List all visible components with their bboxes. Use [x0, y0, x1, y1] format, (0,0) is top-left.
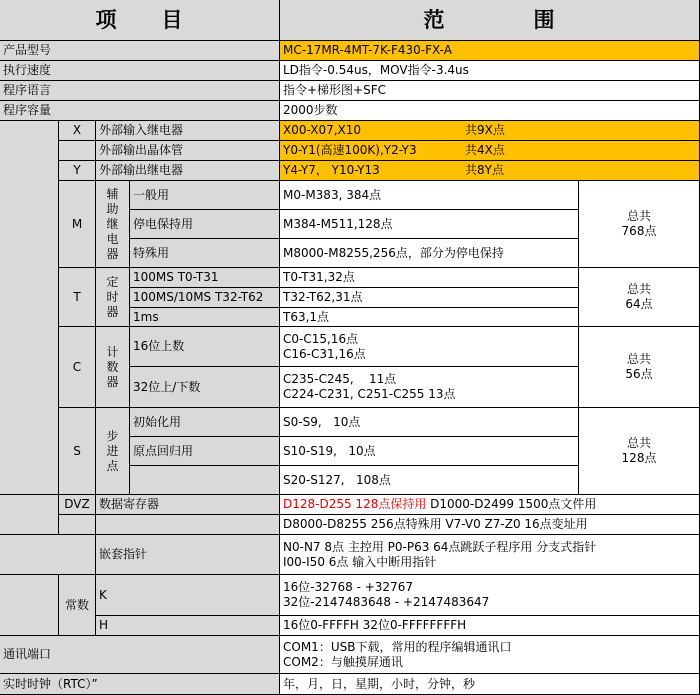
c-total-a: 总共	[626, 352, 651, 366]
cap-label: 程序容量	[0, 101, 280, 121]
header-range: 范 围	[280, 0, 700, 41]
model-value: MC-17MR-4MT-7K-F430-FX-A	[280, 41, 700, 61]
x-total: 共9X点	[465, 123, 505, 137]
lang-label: 程序语言	[0, 81, 280, 101]
x-value-cell	[280, 121, 700, 141]
k-value-b: 32位-2147483648 - +2147483647	[283, 595, 490, 609]
m-total-a: 总共	[626, 209, 651, 223]
yt-value: Y0-Y1(高速100K),Y2-Y3	[283, 143, 417, 157]
c-group	[96, 327, 130, 408]
comm-value-b: COM2：与触摸屏通讯	[283, 654, 403, 669]
k-value	[280, 575, 700, 616]
comm-label: 通讯端口	[0, 636, 280, 674]
lang-value: 指令+梯形图+SFC	[280, 81, 700, 101]
const-left-cell	[0, 575, 59, 636]
dvz-code: DVZ	[59, 495, 96, 515]
comm-value	[280, 636, 700, 674]
m3-value: M8000-M8255,256点，部分为停电保持	[280, 239, 579, 268]
s-code: S	[59, 408, 96, 495]
yr-value: Y4-Y7， Y10-Y13	[283, 163, 380, 177]
speed-label: 执行速度	[0, 61, 280, 81]
t-code: T	[59, 268, 96, 327]
c2-value-a: C235-C245, 11点	[283, 372, 397, 386]
s1-label: 初始化用	[130, 408, 280, 437]
dvz-value-red: D128-D255 128点保持用	[283, 497, 427, 511]
c-total-b: 56点	[625, 367, 653, 381]
m3-label: 特殊用	[130, 239, 280, 268]
t-total	[579, 268, 700, 327]
c-group-text: 计数器	[106, 344, 119, 389]
yr-label: 外部输出继电器	[96, 161, 280, 181]
c2-value-b: C224-C231, C251-C255 13点	[283, 387, 456, 401]
y-code-blank	[59, 141, 96, 161]
k-value-a: 16位-32768 - +32767	[283, 580, 413, 594]
yt-value-cell	[280, 141, 700, 161]
s-group-text: 步进点	[106, 428, 119, 473]
s-total-a: 总共	[626, 436, 651, 450]
c1-label: 16位上数	[130, 327, 280, 367]
nest-value-a: N0-N7 8点 主控用 P0-P63 64点跳跃子程序用 分支式指针	[283, 539, 597, 554]
t-total-b: 64点	[625, 297, 653, 311]
dvz-value2: D8000-D8255 256点特殊用 V7-V0 Z7-Z0 16点变址用	[280, 515, 700, 535]
s-total-b: 128点	[621, 451, 657, 465]
s3-label-blank	[130, 466, 280, 495]
c2-label: 32位上/下数	[130, 367, 280, 408]
dvz-code-blank	[59, 515, 96, 535]
c-code: C	[59, 327, 96, 408]
m2-label: 停电保持用	[130, 210, 280, 239]
c1-value-b: C16-C31,16点	[283, 346, 366, 361]
yt-label: 外部输出晶体管	[96, 141, 280, 161]
h-code: H	[96, 616, 280, 636]
m-group	[96, 181, 130, 268]
s-total	[579, 408, 700, 495]
yr-value-cell	[280, 161, 700, 181]
k-code: K	[96, 575, 280, 616]
yt-total: 共4X点	[465, 143, 505, 157]
dvz-value	[280, 495, 700, 515]
speed-value: LD指令-0.54us，MOV指令-3.4us	[280, 61, 700, 81]
t2-label: 100MS/10MS T32-T62	[130, 288, 280, 308]
y-code: Y	[59, 161, 96, 181]
nest-left-cell	[0, 535, 96, 575]
m-total-b: 768点	[621, 224, 657, 238]
yr-total: 共8Y点	[465, 163, 504, 177]
nest-label: 嵌套指针	[96, 535, 280, 575]
s2-label: 原点回归用	[130, 437, 280, 466]
dvz-left-cell	[0, 495, 59, 535]
t2-value: T32-T62,31点	[280, 288, 579, 308]
comm-value-a: COM1：USB下载，常用的程序编辑通讯口	[283, 639, 512, 654]
t-group-text: 定时器	[106, 274, 119, 319]
model-label: 产品型号	[0, 41, 280, 61]
c1-value-a: C0-C15,16点	[283, 331, 359, 346]
m-group-text: 辅助继电器	[106, 186, 119, 261]
header-item: 项 目	[0, 0, 280, 41]
m1-value: M0-M383, 384点	[280, 181, 579, 210]
s1-value: S0-S9, 10点	[280, 408, 579, 437]
t3-value: T63,1点	[280, 308, 579, 327]
t-group	[96, 268, 130, 327]
nest-value	[280, 535, 700, 575]
dvz-label: 数据寄存器	[96, 495, 280, 515]
m-total	[579, 181, 700, 268]
m2-value: M384-M511,128点	[280, 210, 579, 239]
t1-value: T0-T31,32点	[280, 268, 579, 288]
t3-label: 1ms	[130, 308, 280, 327]
const-label: 常数	[59, 575, 96, 636]
t-total-a: 总共	[626, 282, 651, 296]
dvz-label-blank	[96, 515, 280, 535]
x-code: X	[59, 121, 96, 141]
io-group-cell	[0, 121, 59, 495]
dvz-value-rest: D1000-D2499 1500点文件用	[426, 497, 597, 511]
s-group	[96, 408, 130, 495]
cap-value: 2000步数	[280, 101, 700, 121]
nest-value-b: I00-I50 6点 输入中断用指针	[283, 554, 437, 569]
m-code: M	[59, 181, 96, 268]
s3-value: S20-S127, 108点	[280, 466, 579, 495]
x-value: X00-X07,X10	[283, 123, 362, 137]
h-value: 16位0-FFFFH 32位0-FFFFFFFFH	[280, 616, 700, 636]
t1-label: 100MS T0-T31	[130, 268, 280, 288]
c-total	[579, 327, 700, 408]
x-label: 外部输入继电器	[96, 121, 280, 141]
rtc-value: 年，月，日，星期，小时，分钟，秒	[280, 674, 700, 695]
s2-value: S10-S19, 10点	[280, 437, 579, 466]
m1-label: 一般用	[130, 181, 280, 210]
c1-value	[280, 327, 579, 367]
rtc-label: 实时时钟（RTC）”	[0, 674, 280, 695]
c2-value	[280, 367, 579, 408]
